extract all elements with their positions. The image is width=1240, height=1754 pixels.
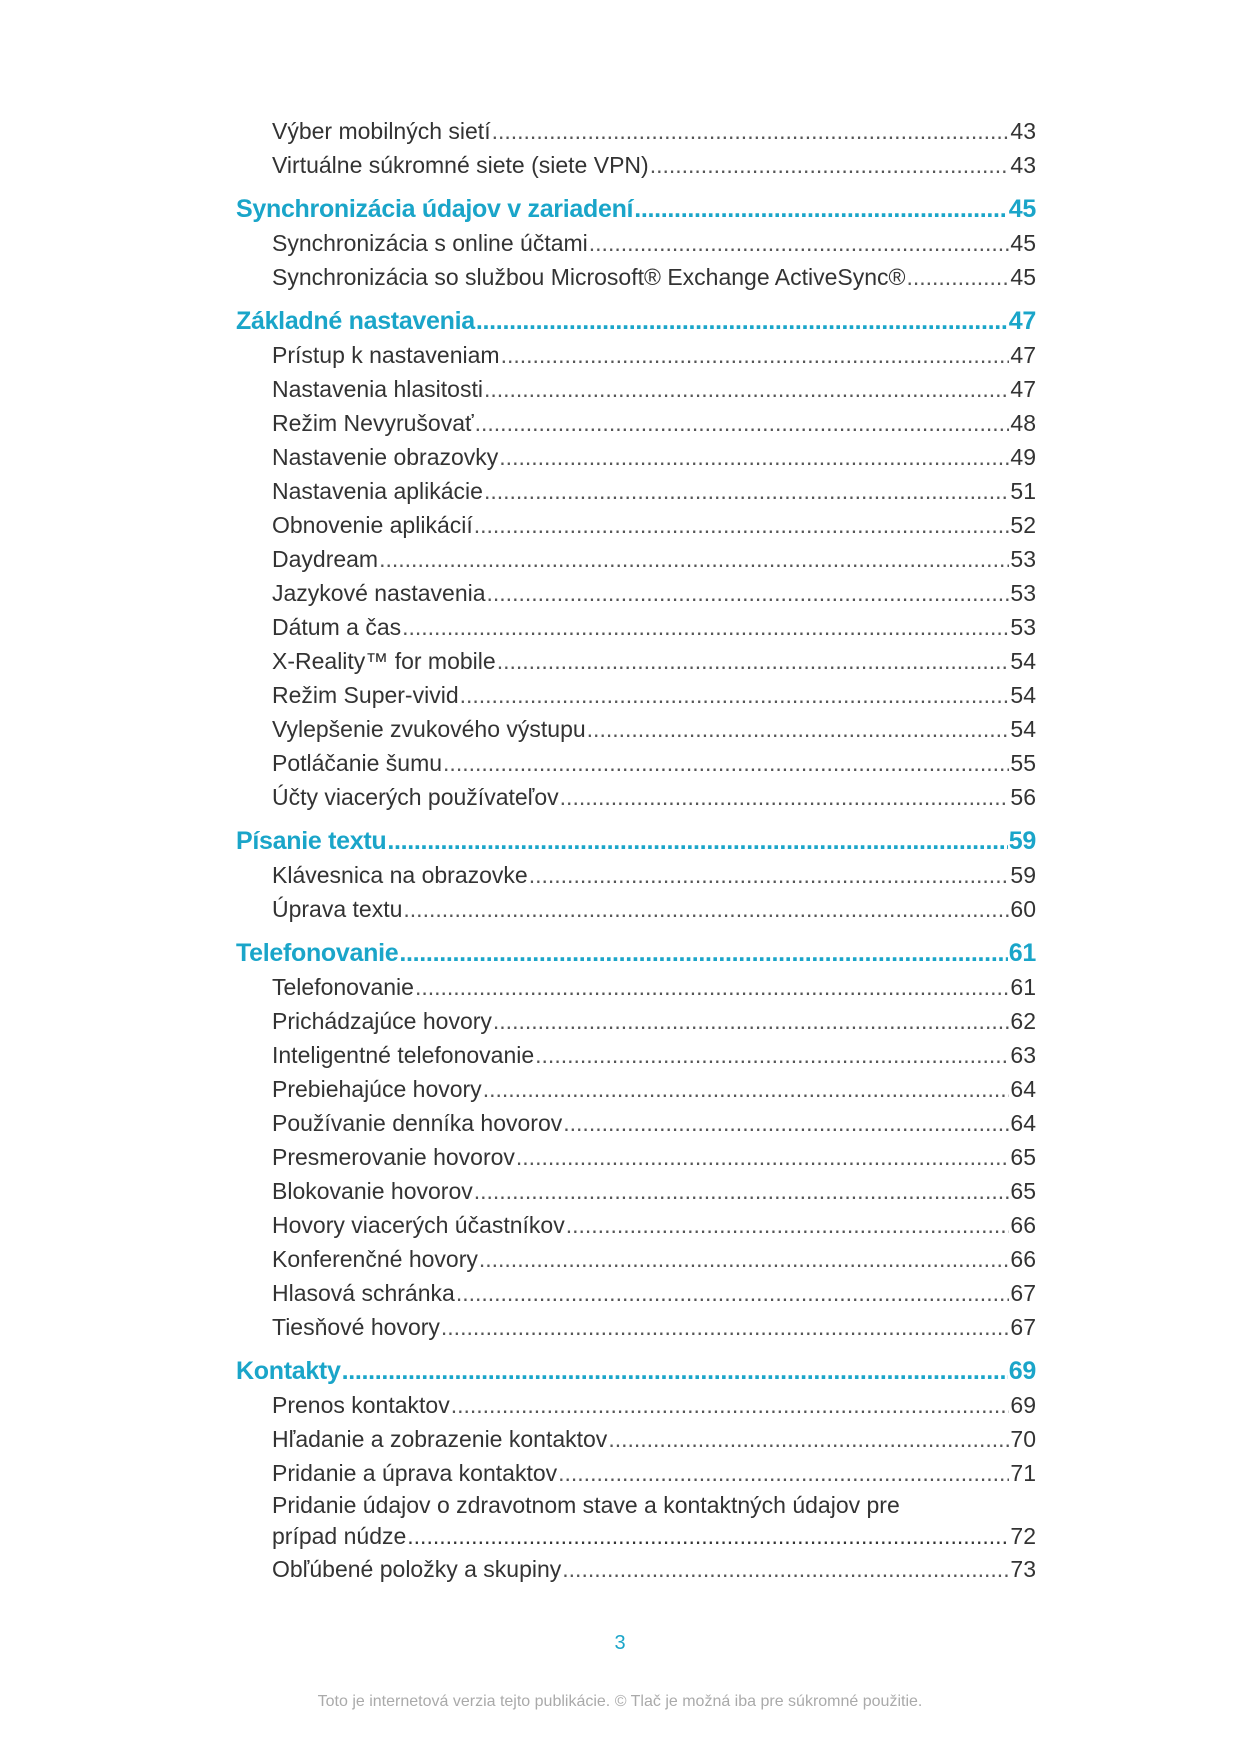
toc-entry[interactable] [236,576,1036,610]
toc-chapter-title: Telefonovanie [236,939,399,967]
dot-leader [484,372,1009,406]
toc-entry-title: Vylepšenie zvukového výstupu [272,716,586,742]
toc-chapter[interactable] [236,304,1036,338]
dot-leader [407,1520,1009,1552]
dot-leader [634,192,1008,226]
dot-leader [608,1422,1009,1456]
toc-chapter[interactable] [236,824,1036,858]
toc-entry-title: Dátum a čas [272,614,402,640]
toc-entry[interactable] [236,508,1036,542]
toc-entry-title: Pridanie údajov o zdravotnom stave a kontaktných údajov pre [272,1492,900,1518]
toc-entry[interactable] [236,1072,1036,1106]
toc-entry[interactable] [236,678,1036,712]
toc-entry-title: Účty viacerých používateľov [272,784,559,810]
dot-leader [516,1140,1010,1174]
dot-leader [492,114,1010,148]
toc-entry[interactable] [236,892,1036,926]
toc-entry-page: 45 [1010,230,1036,256]
toc-entry-page: 64 [1010,1076,1036,1102]
toc-entry[interactable] [236,1208,1036,1242]
toc-entry-title: Presmerovanie hovorov [272,1144,515,1170]
toc-entry[interactable] [236,1388,1036,1422]
dot-leader [497,644,1010,678]
toc-entry-title: Obnovenie aplikácií [272,512,473,538]
dot-leader [529,858,1010,892]
dot-leader [558,1456,1009,1490]
toc-entry-title: Hlasová schránka [272,1280,455,1306]
toc-entry-page: 47 [1010,342,1036,368]
toc-chapter-title: Základné nastavenia [236,307,475,335]
toc-entry-page: 48 [1010,410,1036,436]
dot-leader [499,440,1009,474]
dot-leader [451,1388,1010,1422]
toc-entry-title: Používanie denníka hovorov [272,1110,563,1136]
toc-entry-page: 47 [1010,376,1036,402]
dot-leader [906,260,1009,294]
toc-chapter-page: 69 [1008,1357,1036,1385]
toc-entry[interactable] [236,1004,1036,1038]
toc-entry[interactable] [236,644,1036,678]
dot-leader [483,1072,1010,1106]
toc-entry-title: Prístup k nastaveniam [272,342,500,368]
toc-entry-page: 65 [1010,1144,1036,1170]
toc-entry[interactable] [236,1038,1036,1072]
toc-entry-title-continued: prípad núdze [272,1523,407,1549]
toc-chapter-title: Písanie textu [236,827,387,855]
dot-leader [387,824,1007,858]
toc-entry-title: Prebiehajúce hovory [272,1076,482,1102]
toc-chapter[interactable] [236,192,1036,226]
toc-entry-title: Virtuálne súkromné siete (siete VPN) [272,152,649,178]
toc-entry-page: 67 [1010,1280,1036,1306]
dot-leader [535,1038,1009,1072]
toc-entry[interactable] [236,1242,1036,1276]
toc-entry[interactable] [236,1140,1036,1174]
toc-entry-title: Pridanie a úprava kontaktov [272,1460,558,1486]
toc-entry[interactable] [236,338,1036,372]
toc-entry-page: 62 [1010,1008,1036,1034]
toc-chapter[interactable] [236,1354,1036,1388]
toc-entry[interactable] [236,712,1036,746]
toc-entry[interactable] [236,148,1036,182]
toc-entry-title: Nastavenia hlasitosti [272,376,483,402]
dot-leader [403,892,1009,926]
toc-chapter-title: Synchronizácia údajov v zariadení [236,195,634,223]
toc-entry-title: Prichádzajúce hovory [272,1008,492,1034]
toc-entry[interactable] [236,114,1036,148]
dot-leader [566,1208,1010,1242]
toc-entry[interactable] [236,226,1036,260]
dot-leader [563,1106,1009,1140]
toc-entry-page: 56 [1010,784,1036,810]
toc-entry[interactable] [236,1456,1036,1490]
toc-entry-page: 60 [1010,896,1036,922]
toc-entry[interactable] [236,1276,1036,1310]
dot-leader [474,1174,1010,1208]
toc-chapter-page: 47 [1008,307,1036,335]
dot-leader [484,474,1009,508]
table-of-contents [236,114,1036,1586]
toc-entry-page: 52 [1010,512,1036,538]
toc-entry[interactable] [236,474,1036,508]
toc-chapter[interactable] [236,936,1036,970]
toc-entry-page: 59 [1010,862,1036,888]
toc-entry-page: 65 [1010,1178,1036,1204]
dot-leader [415,970,1009,1004]
dot-leader [441,1310,1010,1344]
toc-entry[interactable] [236,1174,1036,1208]
toc-entry-page: 67 [1010,1314,1036,1340]
toc-entry-page: 55 [1010,750,1036,776]
toc-entry[interactable] [236,746,1036,780]
toc-entry-page: 43 [1010,152,1036,178]
dot-leader [379,542,1009,576]
dot-leader [589,226,1010,260]
toc-entry-page: 51 [1010,478,1036,504]
toc-entry-title: Daydream [272,546,379,572]
toc-entry-title: Hľadanie a zobrazenie kontaktov [272,1426,608,1452]
toc-entry[interactable] [236,1310,1036,1344]
toc-entry-title: Nastavenie obrazovky [272,444,499,470]
footer-note: Toto je internetová verzia tejto publikácie. © Tlač je možná iba pre súkromné použitie. [317,1693,923,1710]
toc-entry-page: 53 [1010,580,1036,606]
toc-entry-page: 63 [1010,1042,1036,1068]
dot-leader [342,1354,1008,1388]
toc-entry[interactable] [236,542,1036,576]
toc-entry-page: 54 [1010,682,1036,708]
dot-leader [474,508,1010,542]
toc-entry[interactable] [236,1106,1036,1140]
toc-entry-page: 45 [1010,264,1036,290]
toc-entry-title: Telefonovanie [272,974,414,1000]
toc-entry-title: Synchronizácia s online účtami [272,230,588,256]
dot-leader [650,148,1010,182]
dot-leader [476,304,1008,338]
toc-entry[interactable] [236,372,1036,406]
toc-entry-title: Režim Nevyrušovať [272,410,474,436]
toc-entry[interactable] [236,1422,1036,1456]
dot-leader [501,338,1010,372]
toc-entry-title: X-Reality™ for mobile [272,648,496,674]
toc-entry[interactable] [236,780,1036,814]
toc-entry-title: Výber mobilných sietí [272,118,491,144]
dot-leader [487,576,1010,610]
toc-entry[interactable] [236,858,1036,892]
toc-entry-page: 70 [1010,1426,1036,1452]
toc-entry-title: Tiesňové hovory [272,1314,440,1340]
page-number: 3 [614,1632,626,1654]
dot-leader [560,780,1010,814]
toc-entry-page: 54 [1010,648,1036,674]
toc-entry-title: Synchronizácia so službou Microsoft® Exchange ActiveSync® [272,264,906,290]
toc-entry-page: 64 [1010,1110,1036,1136]
toc-chapter-page: 45 [1008,195,1036,223]
toc-entry[interactable] [236,440,1036,474]
toc-chapter-title: Kontakty [236,1357,341,1385]
dot-leader [460,678,1010,712]
toc-entry-title: Nastavenia aplikácie [272,478,483,504]
toc-entry-page: 54 [1010,716,1036,742]
toc-entry-title: Inteligentné telefonovanie [272,1042,535,1068]
toc-chapter-page: 61 [1008,939,1036,967]
toc-entry-title: Blokovanie hovorov [272,1178,473,1204]
toc-entry-page: 53 [1010,546,1036,572]
toc-entry-page: 72 [1010,1523,1036,1549]
toc-entry[interactable] [236,1552,1036,1586]
dot-leader [402,610,1009,644]
dot-leader [479,1242,1010,1276]
toc-entry-title: Prenos kontaktov [272,1392,450,1418]
toc-entry-page: 53 [1010,614,1036,640]
toc-entry-page: 66 [1010,1246,1036,1272]
toc-entry-page: 66 [1010,1212,1036,1238]
toc-entry-page: 69 [1010,1392,1036,1418]
toc-entry-page: 61 [1010,974,1036,1000]
toc-entry[interactable] [236,610,1036,644]
toc-entry-title: Úprava textu [272,896,403,922]
toc-entry[interactable] [236,260,1036,294]
toc-entry-page: 49 [1010,444,1036,470]
toc-entry[interactable] [236,1490,1036,1552]
toc-entry-title: Obľúbené položky a skupiny [272,1556,562,1582]
toc-chapter-page: 59 [1008,827,1036,855]
toc-entry-title: Hovory viacerých účastníkov [272,1212,565,1238]
toc-entry-title: Režim Super-vivid [272,682,459,708]
toc-entry-title: Potláčanie šumu [272,750,443,776]
dot-leader [562,1552,1009,1586]
dot-leader [475,406,1010,440]
dot-leader [493,1004,1010,1038]
toc-entry[interactable] [236,406,1036,440]
dot-leader [443,746,1009,780]
toc-entry-page: 73 [1010,1556,1036,1582]
toc-entry-page: 43 [1010,118,1036,144]
toc-entry-title: Konferenčné hovory [272,1246,478,1272]
dot-leader [399,936,1007,970]
toc-entry-page: 71 [1010,1460,1036,1486]
toc-entry[interactable] [236,970,1036,1004]
toc-entry-title: Klávesnica na obrazovke [272,862,528,888]
dot-leader [587,712,1010,746]
dot-leader [456,1276,1010,1310]
toc-entry-title: Jazykové nastavenia [272,580,486,606]
